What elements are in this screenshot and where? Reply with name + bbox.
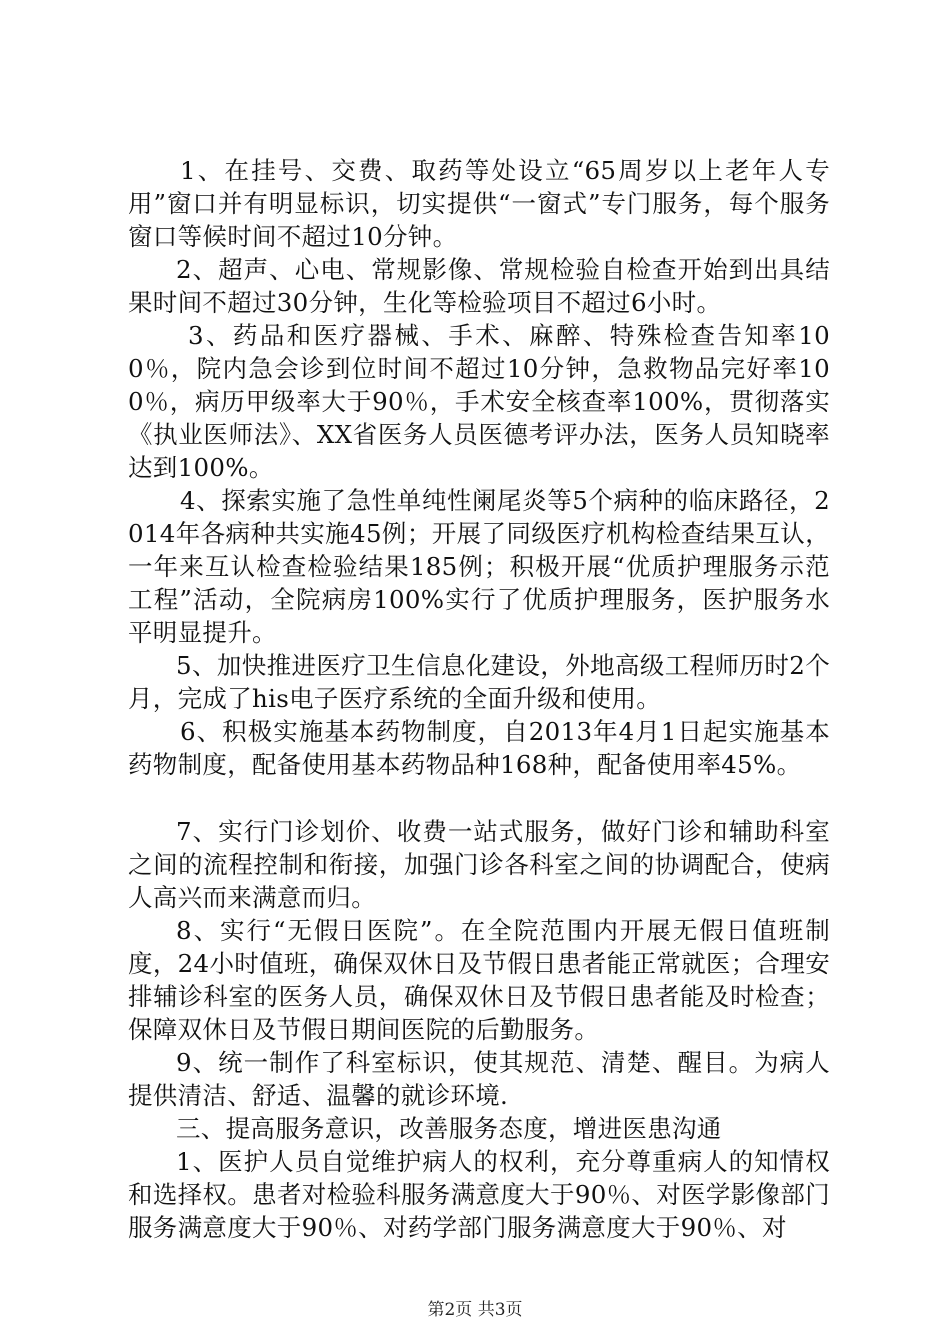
paragraph-3: 3、药品和医疗器械、手术、麻醉、特殊检查告知率100％，院内急会诊到位时间不超过10分钟，急救物品完好率100％，病历甲级率大于90％，手术安全核查率100%，贯彻落实《执业医师法》、XX省医务人员医德考评办法，医务人员知晓率达到100%。 [128, 321, 830, 482]
paragraph-1: 1、在挂号、交费、取药等处设立“65周岁以上老年人专用”窗口并有明显标识，切实提供“一窗式”专门服务，每个服务窗口等候时间不超过10分钟。 [128, 156, 830, 251]
paragraph-5: 5、加快推进医疗卫生信息化建设，外地高级工程师历时2个月，完成了his电子医疗系统的全面升级和使用。 [128, 651, 830, 713]
paragraph-6: 6、积极实施基本药物制度，自2013年4月1日起实施基本药物制度，配备使用基本药物品种168种，配备使用率45%。 [128, 717, 830, 779]
paragraph-10: 1、医护人员自觉维护病人的权利，充分尊重病人的知情权和选择权。患者对检验科服务满意度大于90％、对医学影像部门服务满意度大于90％、对药学部门服务满意度大于90％、对 [128, 1147, 830, 1242]
paragraph-9: 9、统一制作了科室标识，使其规范、清楚、醒目。为病人提供清洁、舒适、温馨的就诊环境. [128, 1048, 830, 1110]
paragraph-7: 7、实行门诊划价、收费一站式服务，做好门诊和辅助科室之间的流程控制和衔接，加强门诊各科室之间的协调配合，使病人高兴而来满意而归。 [128, 817, 830, 912]
paragraph-gap [128, 781, 830, 815]
paragraph-4: 4、探索实施了急性单纯性阑尾炎等5个病种的临床路径，2014年各病种共实施45例；开展了同级医疗机构检查结果互认，一年来互认检查检验结果185例；积极开展“优质护理服务示范工程”活动，全院病房100%实行了优质护理服务，医护服务水平明显提升。 [128, 486, 830, 647]
paragraph-8: 8、实行“无假日医院”。在全院范围内开展无假日值班制度，24小时值班，确保双休日及节假日患者能正常就医；合理安排辅诊科室的医务人员，确保双休日及节假日患者能及时检查；保障双休日及节假日期间医院的后勤服务。 [128, 916, 830, 1044]
page-footer: 第2页 共3页 [427, 1300, 523, 1320]
paragraph-2: 2、超声、心电、常规影像、常规检验自检查开始到出具结果时间不超过30分钟，生化等检验项目不超过6小时。 [128, 255, 830, 317]
section-heading: 三、提高服务意识，改善服务态度，增进医患沟通 [176, 1114, 722, 1143]
document-body [128, 154, 830, 1244]
